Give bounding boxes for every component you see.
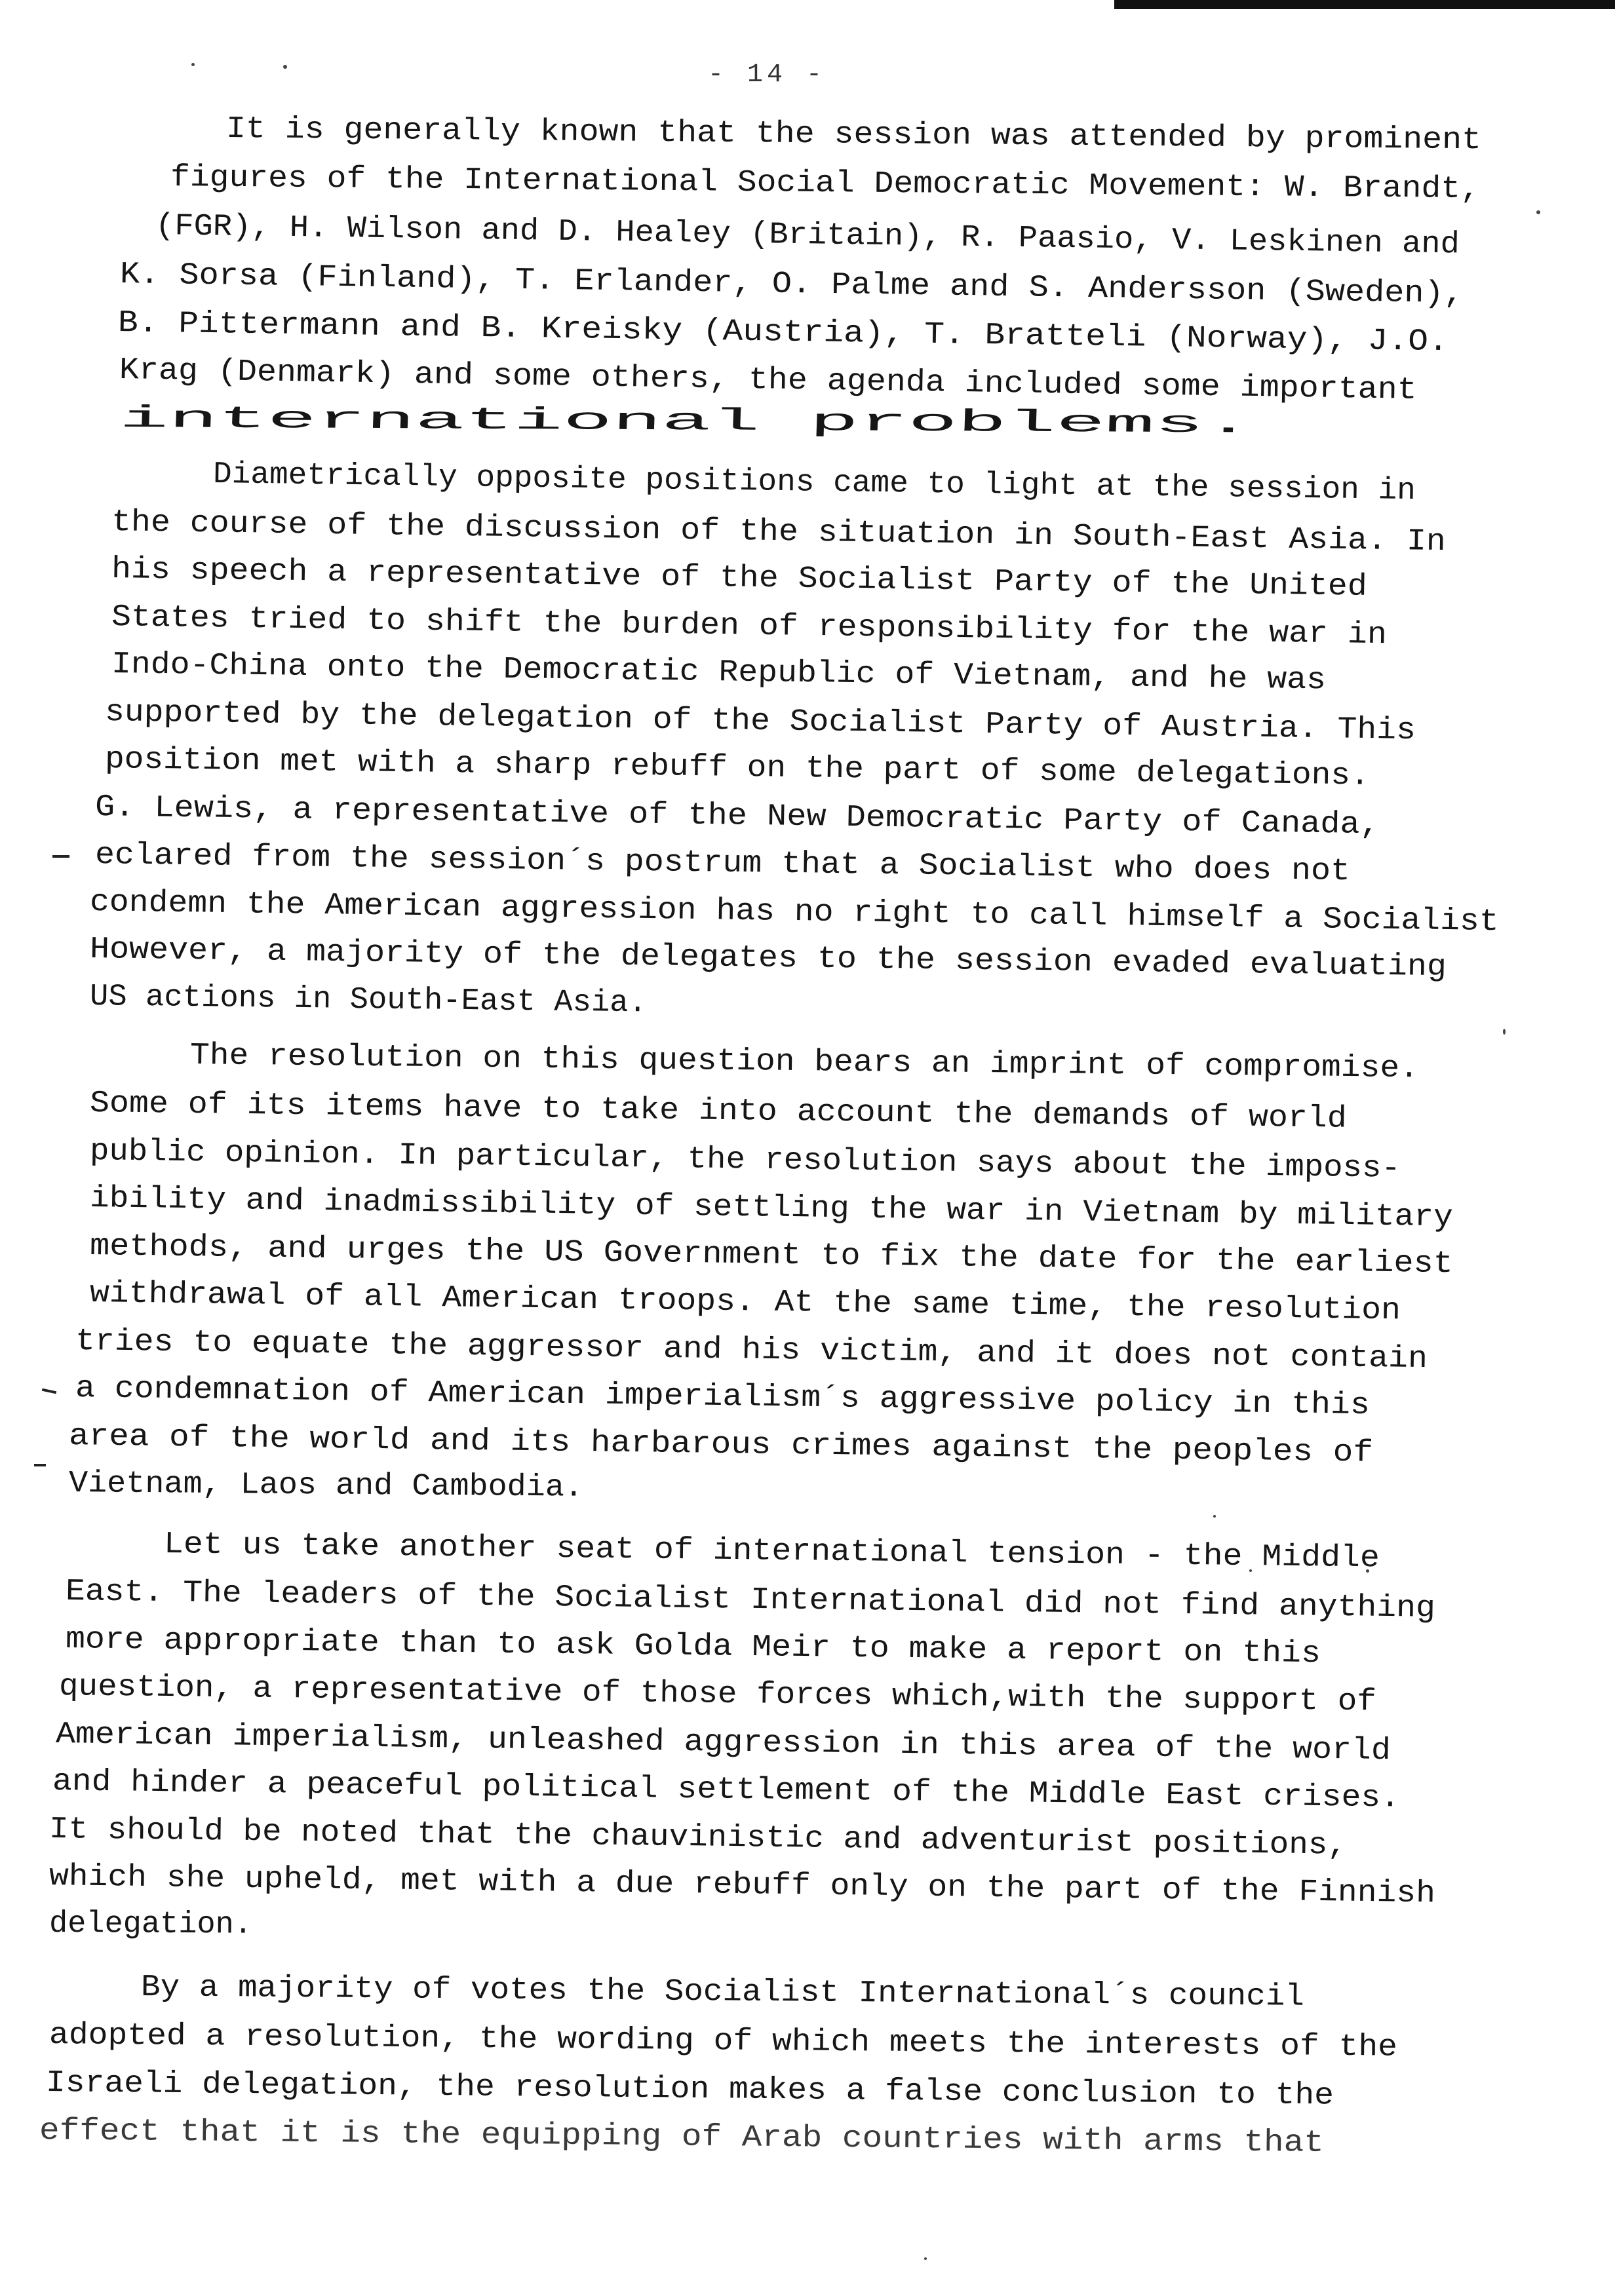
- text-line: Israeli delegation, the resolution makes a false conclusion to the: [45, 2066, 1334, 2114]
- text-line: Vietnam, Laos and Cambodia.: [68, 1466, 584, 1506]
- text-line: position met with a sharp rebuff on the part of some delegations.: [104, 742, 1371, 794]
- text-line: States tried to shift the burden of responsibility for the war in: [111, 600, 1388, 653]
- text-line: Krag (Denmark) and some others, the agenda included some important: [119, 353, 1418, 408]
- margin-dash: [34, 1464, 46, 1466]
- text-line: G. Lewis, a representative of the New Democratic Party of Canada,: [94, 790, 1380, 843]
- text-line: public opinion. In particular, the resolution says about the imposs-: [89, 1134, 1401, 1187]
- text-line: a condemnation of American imperialism´s aggressive policy in this: [75, 1371, 1371, 1423]
- text-line: K. Sorsa (Finland), T. Erlander, O. Palme and S. Andersson (Sweden),: [119, 258, 1464, 313]
- text-line: effect that it is the equipping of Arab countries with arms that: [39, 2114, 1325, 2161]
- text-line: more appropriate than to ask Golda Meir to make a report on this: [65, 1622, 1321, 1672]
- text-line: Indo-China onto the Democratic Republic of Vietnam, and he was: [111, 647, 1327, 698]
- text-line: It should be noted that the chauvinistic and adventurist positions,: [49, 1812, 1348, 1864]
- text-line: American imperialism, unleashed aggression in this area of the world: [55, 1717, 1391, 1769]
- text-line: his speech a representative of the Socialist Party of the United: [111, 552, 1368, 605]
- text-line: US actions in South-East Asia.: [89, 980, 648, 1022]
- text-line: Some of its items have to take into account the demands of world: [89, 1086, 1348, 1137]
- text-line: However, a majority of the delegates to the session evaded evaluating: [89, 932, 1447, 985]
- text-line: international problems.: [119, 402, 1254, 442]
- text-line: eclared from the session´s postrum that a Socialist who does not: [94, 838, 1351, 890]
- text-line: B. Pittermann and B. Kreisky (Austria), T. Bratteli (Norway), J.O.: [117, 306, 1449, 360]
- text-line: figures of the International Social Democratic Movement: W. Brandt,: [170, 161, 1481, 208]
- text-line: By a majority of votes the Socialist International´s council: [140, 1970, 1305, 2015]
- text-line: question, a representative of those forces which,with the support of: [58, 1670, 1377, 1720]
- text-line: It is generally known that the session was attended by prominent: [225, 112, 1482, 159]
- text-line: Diametrically opposite positions came to light at the session in: [212, 457, 1416, 509]
- text-line: supported by the delegation of the Socialist Party of Austria. This: [104, 695, 1416, 749]
- text-line: Let us take another seat of international tension - the Middle: [163, 1527, 1380, 1577]
- text-line: withdrawal of all American troops. At the same time, the resolution: [89, 1276, 1401, 1329]
- text-line: ibility and inadmissibility of settling the war in Vietnam by military: [89, 1181, 1454, 1236]
- text-line: tries to equate the aggressor and his victim, and it does not contain: [75, 1324, 1428, 1377]
- text-line: (FGR), H. Wilson and D. Healey (Britain), R. Paasio, V. Leskinen and: [155, 209, 1460, 263]
- text-line: and hinder a peaceful political settlement of the Middle East crises.: [52, 1765, 1401, 1816]
- page-number: - 14 -: [707, 60, 827, 90]
- text-line: East. The leaders of the Socialist International did not find anything: [65, 1575, 1436, 1626]
- text-line: methods, and urges the US Government to fix the date for the earliest: [89, 1229, 1454, 1282]
- margin-dash: [52, 855, 69, 858]
- text-line: delegation.: [49, 1907, 253, 1943]
- top-edge-rule: [1114, 0, 1615, 9]
- text-line: adopted a resolution, the wording of which meets the interests of the: [49, 2018, 1398, 2065]
- text-line: which she upheld, met with a due rebuff only on the part of the Finnish: [49, 1860, 1436, 1912]
- text-line: The resolution on this question bears an imprint of compromise.: [189, 1039, 1420, 1087]
- margin-dash: [42, 1388, 56, 1394]
- text-line: the course of the discussion of the situation in South-East Asia. In: [111, 505, 1447, 560]
- text-line: area of the world and its harbarous crimes against the peoples of: [68, 1419, 1374, 1471]
- text-line: condemn the American aggression has no right to call himself a Socialist: [89, 885, 1500, 940]
